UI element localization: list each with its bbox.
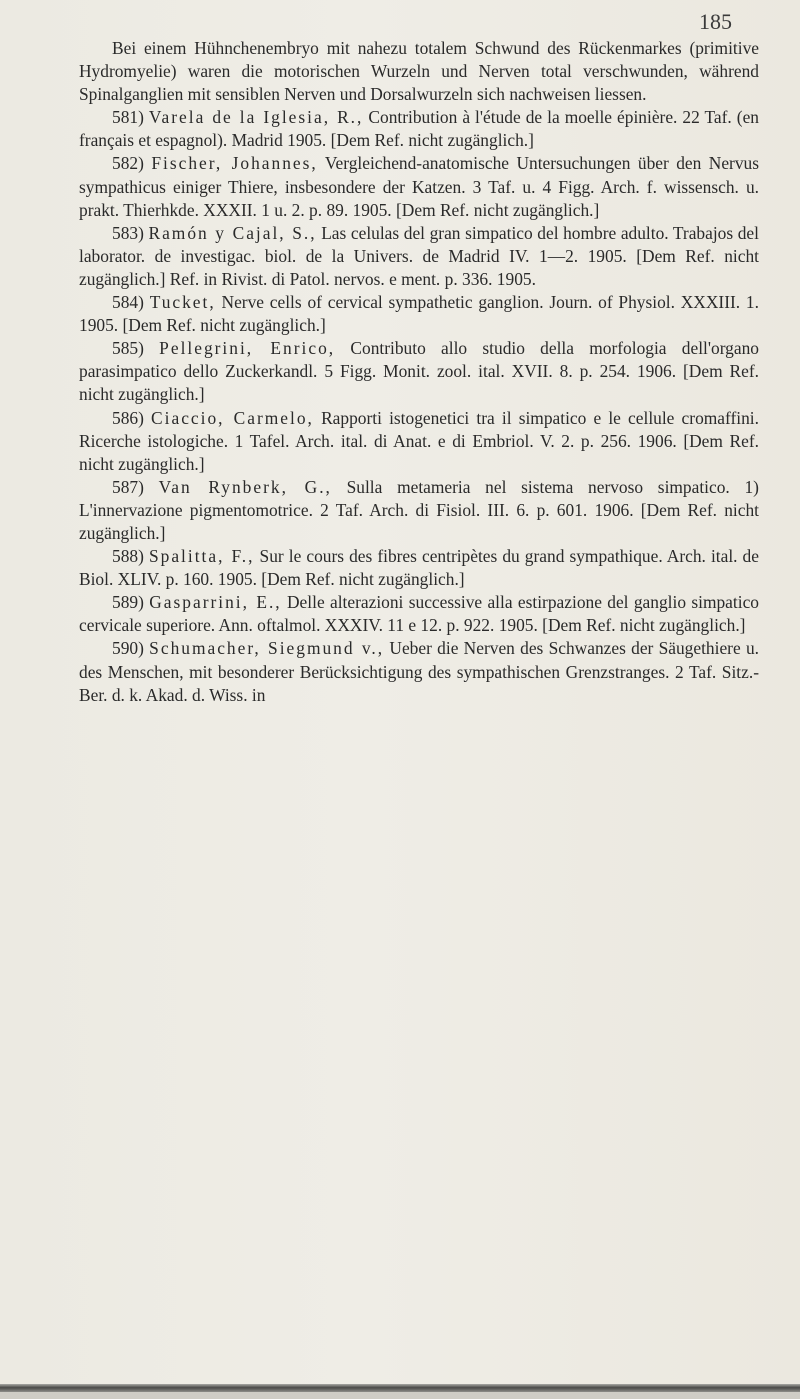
reference-text: Contributo allo studio della morfologia dell'organo parasimpatico dello Zuckerkandl. 5 Figg. Monit. zool. ital. XVII. 8. p. 254. 1906. [Dem Ref. nicht zugänglich.] bbox=[79, 338, 759, 405]
reference-author: Fischer, Johannes, bbox=[151, 153, 318, 174]
reference-text: Las celulas del gran simpatico del hombre adulto. Trabajos del laborator. de investigac. biol. de la Univers. de Madrid IV. 1—2. 1905. [Dem Ref. nicht zugänglich.] Ref. in Rivist. di Patol. nervos. e ment. p. 336. 1905. bbox=[79, 222, 759, 289]
reference-text: Contribution à l'étude de la moelle épinière. 22 Taf. (en français et espagnol). Madrid 1905. [Dem Ref. nicht zugänglich.] bbox=[79, 107, 759, 151]
reference-text: Nerve cells of cervical sympathetic ganglion. Journ. of Physiol. XXXIII. 1. 1905. [Dem Ref. nicht zugänglich.] bbox=[79, 292, 759, 336]
body-text bbox=[79, 37, 759, 707]
reference-author: Ramón y Cajal, S., bbox=[148, 222, 317, 243]
reference-entry-586 bbox=[79, 407, 759, 476]
paragraph-intro bbox=[79, 37, 759, 106]
page-bottom-margin bbox=[0, 1392, 800, 1399]
reference-number: 581) bbox=[112, 107, 144, 128]
reference-text: Rapporti istogenetici tra il simpatico e le cellule cromaffini. Ricerche istologiche. 1 Tafel. Arch. ital. di Anat. e di Embriol. V. 2. p. 256. 1906. [Dem Ref. nicht zugänglich.] bbox=[79, 407, 759, 474]
reference-author: Varela de la Iglesia, R., bbox=[148, 107, 364, 128]
reference-number: 584) bbox=[112, 292, 144, 313]
reference-entry-588 bbox=[79, 545, 759, 591]
reference-text: Sulla metameria nel sistema nervoso simpatico. 1) L'innervazione pigmentomotrice. 2 Taf. Arch. di Fisiol. III. 6. p. 601. 1906. [Dem Ref. nicht zugänglich.] bbox=[79, 476, 759, 543]
reference-entry-581 bbox=[79, 106, 759, 152]
reference-author: Van Rynberk, G., bbox=[158, 476, 332, 497]
reference-author: Tucket, bbox=[149, 292, 216, 313]
reference-entry-584 bbox=[79, 291, 759, 337]
reference-text: Ueber die Nerven des Schwanzes der Säugethiere u. des Menschen, mit besonderer Berücksichtigung des sympathischen Grenzstranges. 2 Taf. Sitz.-Ber. d. k. Akad. d. Wiss. in bbox=[79, 638, 760, 705]
reference-number: 588) bbox=[112, 546, 144, 567]
reference-author: Ciaccio, Carmelo, bbox=[151, 407, 314, 428]
page-bottom-edge-shadow bbox=[0, 1384, 800, 1392]
reference-number: 589) bbox=[112, 592, 144, 613]
reference-author: Schumacher, Siegmund v., bbox=[149, 638, 385, 659]
reference-entry-583 bbox=[79, 222, 759, 291]
reference-number: 585) bbox=[112, 338, 144, 359]
reference-entry-582 bbox=[79, 152, 759, 221]
reference-entry-590 bbox=[79, 637, 759, 706]
reference-text: Vergleichend-anatomische Untersuchungen über den Nervus sympathicus einiger Thiere, insbesondere der Katzen. 3 Taf. u. 4 Figg. Arch. f. wissensch. u. prakt. Thierhkde. XXXII. 1 u. 2. p. 89. 1905. [Dem Ref. nicht zugänglich.] bbox=[79, 153, 759, 220]
reference-number: 586) bbox=[112, 407, 144, 428]
reference-author: Spalitta, F., bbox=[148, 546, 255, 567]
reference-number: 590) bbox=[112, 638, 144, 659]
reference-entry-585 bbox=[79, 337, 759, 406]
reference-number: 583) bbox=[112, 222, 144, 243]
paragraph-text: Bei einem Hühnchenembryo mit nahezu totalem Schwund des Rückenmarkes (primitive Hydromyelie) waren die motorischen Wurzeln und Nerven total verschwunden, während Spinalganglien mit sensiblen Nerven und Dorsalwurzeln sich nachweisen liessen. bbox=[79, 38, 759, 105]
reference-entry-589 bbox=[79, 591, 759, 637]
reference-author: Gasparrini, E., bbox=[149, 592, 282, 613]
reference-text: Delle alterazioni successive alla estirpazione del ganglio simpatico cervicale superiore. Ann. oftalmol. XXXIV. 11 e 12. p. 922. 1905. [Dem Ref. nicht zugänglich.] bbox=[79, 592, 759, 636]
reference-number: 582) bbox=[112, 153, 144, 174]
page-number: 185 bbox=[699, 9, 732, 34]
reference-entry-587 bbox=[79, 476, 759, 545]
reference-text: Sur le cours des fibres centripètes du grand sympathique. Arch. ital. de Biol. XLIV. p. 160. 1905. [Dem Ref. nicht zugänglich.] bbox=[79, 546, 759, 590]
reference-number: 587) bbox=[112, 476, 144, 497]
reference-author: Pellegrini, Enrico, bbox=[159, 338, 336, 359]
